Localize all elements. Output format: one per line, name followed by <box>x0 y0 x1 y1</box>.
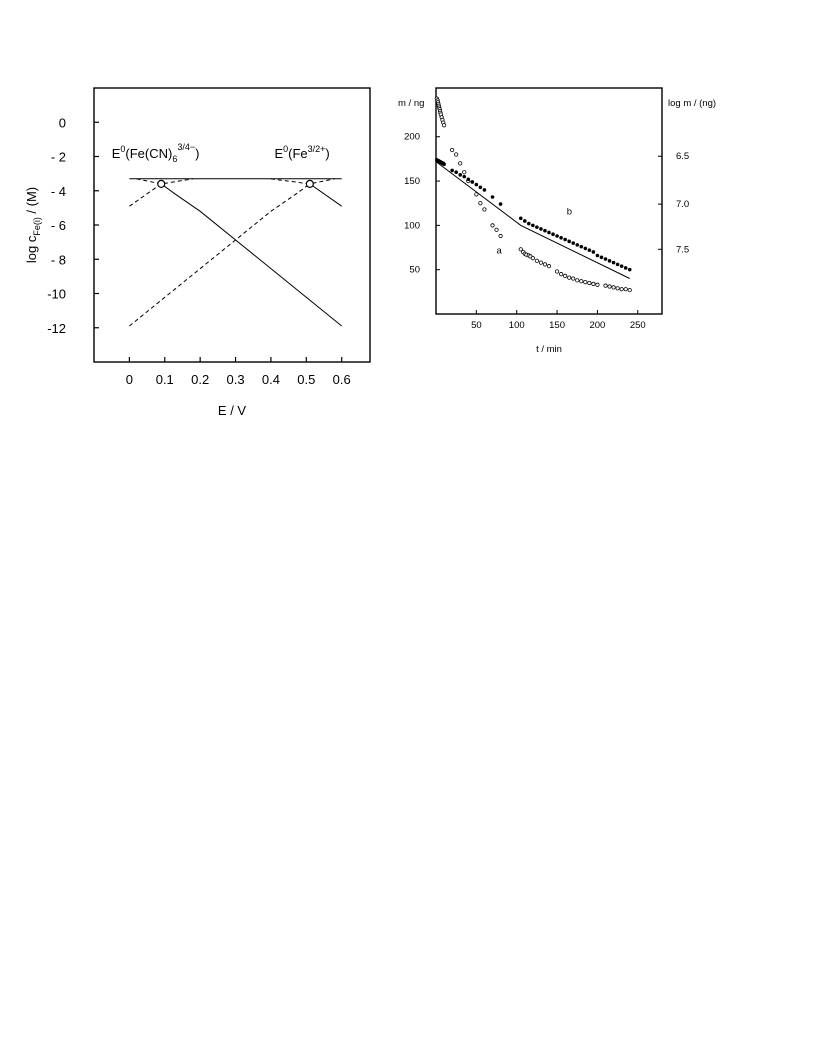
series-b-point <box>471 180 475 184</box>
series-a-point <box>539 261 542 264</box>
series-a-point <box>584 280 587 283</box>
series-a-point <box>442 124 445 127</box>
right-xtick-label: 150 <box>549 320 566 331</box>
right-ytick-label: 200 <box>404 131 420 143</box>
series-b-point <box>575 243 579 247</box>
series-a-point <box>620 287 623 290</box>
right-xtick-label: 200 <box>589 320 606 331</box>
series-b-point <box>523 219 527 223</box>
series-b-point <box>616 263 620 267</box>
annotation-superscript: 0 <box>283 144 289 155</box>
series-a-point <box>459 162 462 165</box>
right-y-axis-label: m / ng <box>398 98 425 109</box>
annotation-subscript: 6 <box>172 154 178 165</box>
series-a-point <box>592 282 595 285</box>
annotation-tail: ) <box>325 146 330 162</box>
series-a-point <box>612 286 615 289</box>
left-series-line-7 <box>271 179 335 184</box>
right-plot-frame <box>436 88 662 314</box>
series-a-point <box>535 259 538 262</box>
right-ytick-label: 100 <box>404 220 420 232</box>
annotation-base: E <box>274 146 284 162</box>
series-a-point <box>567 276 570 279</box>
series-a-point <box>483 208 486 211</box>
right-fit-line <box>436 162 630 279</box>
left-xtick-label: 0.1 <box>155 372 174 387</box>
series-a-point <box>580 280 583 283</box>
series-b-point <box>571 241 575 245</box>
series-a-point <box>499 234 502 237</box>
right-ytick-label: 50 <box>409 264 420 276</box>
series-b-point <box>584 247 588 251</box>
series-b-point <box>551 232 555 236</box>
left-y-label-subscript: Fe(i) <box>32 217 42 236</box>
series-a-point <box>608 285 611 288</box>
series-a-point <box>479 202 482 205</box>
right-xtick-label: 100 <box>508 320 525 331</box>
left-ytick-label: -12 <box>47 320 66 336</box>
series-b-point <box>527 222 531 226</box>
annotation-tail: ) <box>195 146 200 162</box>
series-b-point <box>479 185 483 189</box>
series-b-point <box>628 268 632 272</box>
series-a-point <box>475 193 478 196</box>
left-series-line-2 <box>161 184 342 326</box>
left-ytick-label: - 4 <box>50 183 66 199</box>
right-xtick-label: 50 <box>471 320 482 331</box>
series-b-point <box>491 195 495 199</box>
series-b-point <box>600 255 604 259</box>
series-b-point <box>535 225 539 229</box>
series-b-point <box>454 170 458 174</box>
series-b-point <box>559 236 563 240</box>
left-annotation-2 <box>274 144 329 161</box>
series-b-point <box>543 229 547 233</box>
series-b-point <box>592 250 596 254</box>
series-b-point <box>612 261 616 265</box>
left-xtick-label: 0.4 <box>261 372 280 387</box>
left-x-axis-label: E / V <box>217 403 247 418</box>
left-open-marker-1 <box>158 180 165 187</box>
series-b-point <box>519 216 523 220</box>
series-a-point <box>531 256 534 259</box>
left-y-label-prefix: log c <box>24 235 39 264</box>
series-b-point <box>475 183 479 187</box>
series-b-point <box>596 254 600 258</box>
annotation-species: (Fe <box>288 146 308 162</box>
left-ytick-label: -10 <box>47 286 66 302</box>
series-a-point <box>616 287 619 290</box>
left-open-marker-2 <box>306 180 313 187</box>
series-b-point <box>531 224 535 228</box>
left-ytick-label: - 8 <box>50 252 66 268</box>
series-a-point <box>624 287 627 290</box>
left-annotation-1 <box>112 142 200 164</box>
right-secondary-ytick-label: 7.0 <box>676 199 690 211</box>
left-series-line-3 <box>129 184 309 326</box>
series-a-point <box>576 279 579 282</box>
left-xtick-label: 0.3 <box>226 372 245 387</box>
left-y-axis-label <box>24 187 42 263</box>
right-xtick-label: 250 <box>629 320 646 331</box>
right-x-axis-label: t / min <box>536 344 562 355</box>
right-secondary-y-axis-label: log m / (ng) <box>668 98 717 109</box>
right-ytick-label: 150 <box>404 176 420 188</box>
annotation-charge: 3/4− <box>177 142 196 153</box>
right-series-annotation-b: b <box>566 206 573 218</box>
series-a-point <box>572 277 575 280</box>
series-a-point <box>491 224 494 227</box>
annotation-superscript: 0 <box>120 144 126 155</box>
annotation-base: E <box>111 146 121 162</box>
right-secondary-ytick-label: 7.5 <box>676 244 690 256</box>
series-b-point <box>620 264 624 268</box>
left-series-line-4 <box>129 184 161 206</box>
right-series-annotation-a: a <box>496 245 502 257</box>
left-xtick-label: 0 <box>125 372 134 387</box>
left-series-line-6 <box>310 184 342 206</box>
left-xtick-label: 0.5 <box>297 372 316 387</box>
series-a-point <box>604 284 607 287</box>
left-chart <box>24 88 370 418</box>
series-a-point <box>450 148 453 151</box>
series-a-point <box>563 274 566 277</box>
series-b-point <box>608 259 612 263</box>
series-b-point <box>624 266 628 270</box>
series-b-point <box>604 257 608 261</box>
annotation-species: (Fe(CN) <box>125 146 173 162</box>
series-b-point <box>466 177 470 181</box>
series-a-point <box>555 270 558 273</box>
series-a-point <box>463 170 466 173</box>
series-a-point <box>559 272 562 275</box>
series-a-point <box>454 153 457 156</box>
series-b-point <box>462 175 466 179</box>
series-a-point <box>495 228 498 231</box>
series-b-point <box>555 234 559 238</box>
series-a-point <box>596 283 599 286</box>
right-chart <box>398 88 716 355</box>
right-secondary-ytick-label: 6.5 <box>676 151 690 163</box>
series-a-point <box>547 264 550 267</box>
series-b-point <box>442 162 446 166</box>
series-a-point <box>588 281 591 284</box>
series-b-point <box>483 188 487 192</box>
left-ytick-label: 0 <box>58 115 66 131</box>
series-b-point <box>563 238 567 242</box>
series-b-point <box>547 231 551 235</box>
series-b-point <box>450 169 454 173</box>
series-a-point <box>628 288 631 291</box>
series-b-point <box>567 240 571 244</box>
series-b-point <box>579 245 583 249</box>
left-ytick-label: - 6 <box>50 218 66 233</box>
left-xtick-label: 0.2 <box>191 372 210 387</box>
left-ytick-label: - 2 <box>50 149 66 165</box>
series-a-point <box>543 263 546 266</box>
left-y-label-suffix: / (M) <box>24 186 39 218</box>
annotation-charge: 3/2+ <box>307 144 326 155</box>
left-xtick-label: 0.6 <box>332 372 351 387</box>
series-b-point <box>588 248 592 252</box>
series-b-point <box>539 227 543 231</box>
series-b-point <box>499 202 503 206</box>
series-b-point <box>458 173 462 177</box>
